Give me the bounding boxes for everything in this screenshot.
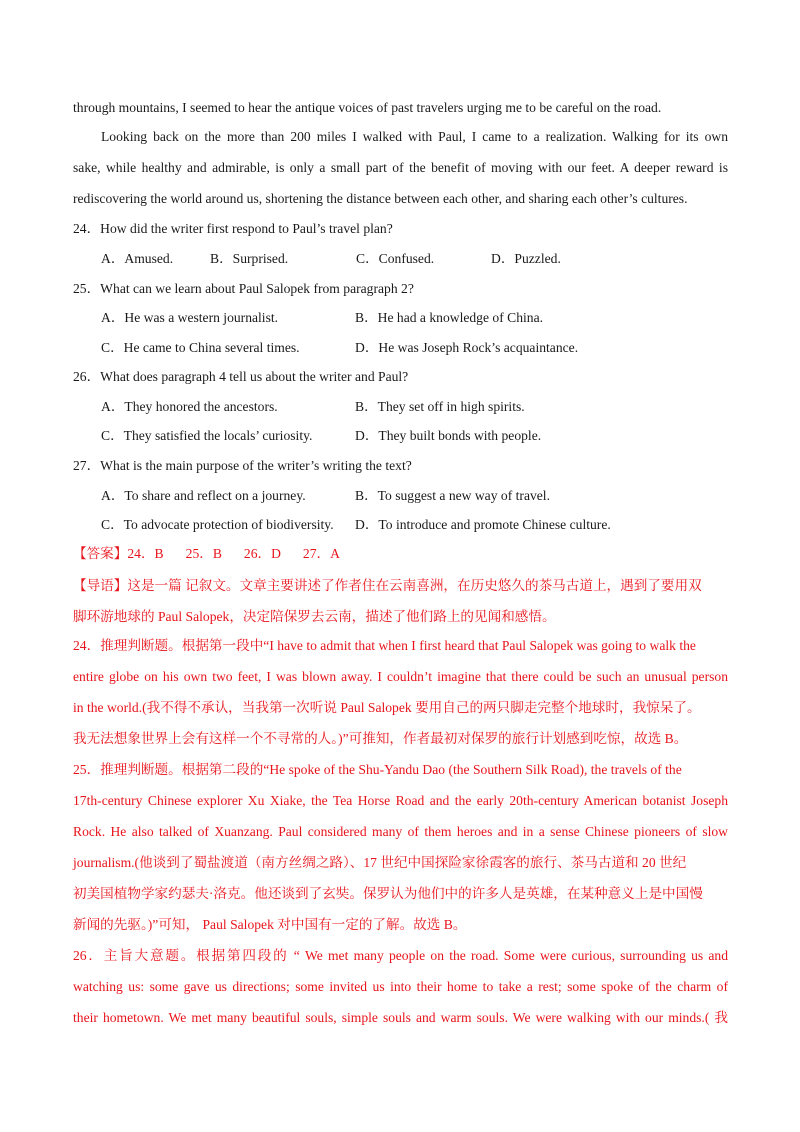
option-24-b: B．Surprised. xyxy=(210,251,289,266)
passage-line: sake, while healthy and admirable, is only a small part of the benefit of moving with our feet. A deeper reward is xyxy=(73,160,728,175)
option-27-a: A．To share and reflect on a journey. xyxy=(101,488,306,503)
option-25-b: B．He had a knowledge of China. xyxy=(355,310,544,325)
answer-label: 【答案】 xyxy=(73,546,128,561)
option-27-c: C．To advocate protection of biodiversity. xyxy=(101,517,334,532)
explanation-line: their hometown. We met many beautiful souls, simple souls and warm souls. We were walking with our minds.( 我 xyxy=(73,1010,728,1025)
guide-line: 【导语】这是一篇 记叙文。文章主要讲述了作者住在云南喜洲，在历史悠久的茶马古道上，遇到了要用双 xyxy=(73,578,702,593)
option-25-c: C．He came to China several times. xyxy=(101,340,300,355)
question-stem-25: 25．What can we learn about Paul Salopek from paragraph 2? xyxy=(73,281,414,296)
explanation-line: journalism.(他谈到了蜀盐渡道（南方丝绸之路）、17 世纪中国探险家徐霞客的旅行、茶马古道和 20 世纪 xyxy=(73,855,687,870)
explanation-line: 新闻的先驱。)”可知， Paul Salopek 对中国有一定的了解。故选 B。 xyxy=(73,917,467,932)
option-27-b: B．To suggest a new way of travel. xyxy=(355,488,550,503)
explanation-line: entire globe on his own two feet, I was blown away. I couldn’t imagine that there could be such an unusual person xyxy=(73,669,728,684)
answer-item: 27．A xyxy=(302,546,340,561)
option-27-d: D．To introduce and promote Chinese culture. xyxy=(355,517,611,532)
explanation-line: Rock. He also talked of Xuanzang. Paul considered many of them heroes and in a sense Chinese pioneers of slow xyxy=(73,824,728,839)
passage-line: rediscovering the world around us, shortening the distance between each other, and sharing each other’s cultures. xyxy=(73,191,688,206)
explanation-line: 26．主旨大意题。根据第四段的 “ We met many people on the road. Some were curious, surrounding us and xyxy=(73,948,728,963)
option-26-a: A．They honored the ancestors. xyxy=(101,399,278,414)
answer-key xyxy=(73,544,340,564)
explanation-line: watching us: some gave us directions; some invited us into their home to take a rest; some spoke of the charm of xyxy=(73,979,728,994)
answer-item: 24．B xyxy=(127,546,164,561)
explanation-line: in the world.(我不得不承认，当我第一次听说 Paul Salopek 要用自己的两只脚走完整个地球时，我惊呆了。 xyxy=(73,700,701,715)
option-25-d: D．He was Joseph Rock’s acquaintance. xyxy=(355,340,579,355)
explanation-line: 24．推理判断题。根据第一段中“I have to admit that when I first heard that Paul Salopek was going to walk the xyxy=(73,638,696,653)
answer-item: 26．D xyxy=(243,546,281,561)
option-25-a: A．He was a western journalist. xyxy=(101,310,279,325)
option-26-b: B．They set off in high spirits. xyxy=(355,399,525,414)
explanation-line: 我无法想象世界上会有这样一个不寻常的人。)”可推知，作者最初对保罗的旅行计划感到吃惊，故选 B。 xyxy=(73,731,688,746)
question-stem-26: 26．What does paragraph 4 tell us about the writer and Paul? xyxy=(73,369,409,384)
question-stem-24: 24．How did the writer first respond to Paul’s travel plan? xyxy=(73,221,393,236)
explanation-line: 初美国植物学家约瑟夫·洛克。他还谈到了玄奘。保罗认为他们中的许多人是英雄，在某种意义上是中国慢 xyxy=(73,886,703,901)
explanation-line: 25．推理判断题。根据第二段的“He spoke of the Shu-Yandu Dao (the Southern Silk Road), the travels of the xyxy=(73,762,682,777)
explanation-line: 17th-century Chinese explorer Xu Xiake, the Tea Horse Road and the early 20th-century American botanist Joseph xyxy=(73,793,728,808)
guide-line: 脚环游地球的 Paul Salopek，决定陪保罗去云南，描述了他们路上的见闻和感悟。 xyxy=(73,609,556,624)
question-stem-27: 27．What is the main purpose of the writer’s writing the text? xyxy=(73,458,412,473)
option-26-d: D．They built bonds with people. xyxy=(355,428,542,443)
answer-item: 25．B xyxy=(185,546,222,561)
passage-line: through mountains, I seemed to hear the antique voices of past travelers urging me to be careful on the road. xyxy=(73,100,662,115)
option-24-a: A．Amused. xyxy=(101,251,174,266)
passage-line: Looking back on the more than 200 miles I walked with Paul, I came to a realization. Walking for its own xyxy=(101,129,728,144)
option-24-d: D．Puzzled. xyxy=(491,251,561,266)
option-24-c: C．Confused. xyxy=(356,251,435,266)
option-26-c: C．They satisfied the locals’ curiosity. xyxy=(101,428,313,443)
